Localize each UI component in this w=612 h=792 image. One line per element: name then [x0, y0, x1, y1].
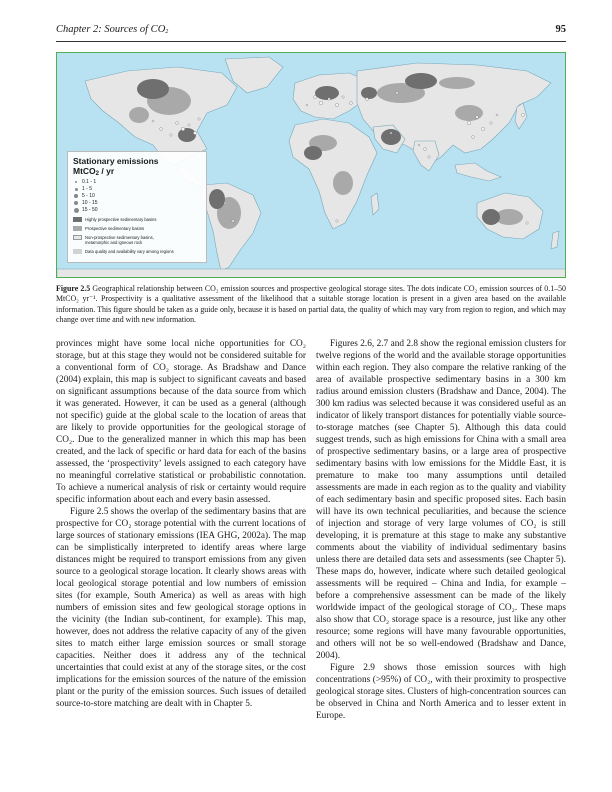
- right-column: [316, 338, 566, 723]
- emission-dot: [328, 98, 330, 100]
- emission-dot: [342, 96, 344, 98]
- figure-label: Figure 2.5: [56, 284, 91, 293]
- paragraph: provinces might have some local niche opportunities for CO₂ storage, but at this stage they would not be considered suitable for a conventional form of CO₂ storage. As Bradshaw and Dance (2004) explain, this map is subject to significant caveats and based on significant assumptions because of the data source from which it was generated. However, it can be used as a general (although not specific) guide at the global scale to the location of areas that are likely to provide opportunities for the geological storage of CO₂. Due to the generalized manner in which this map has been created, and the lack of specific or hard data for each of the basins assessed, the ‘prospectivity’ levels assigned to each category have no meaningful correlative statistical or probabilistic connotation. To achieve a numerical analysis of risk or certainty would require specific information about each and every basin assessed.: [56, 339, 306, 506]
- swatch-icon: [73, 226, 82, 231]
- basin: [455, 105, 483, 121]
- madagascar: [371, 193, 379, 215]
- emission-dot: [181, 127, 185, 131]
- emission-dot: [521, 113, 524, 116]
- basin: [129, 107, 149, 123]
- running-header: [56, 24, 566, 40]
- emission-dot: [396, 92, 398, 94]
- legend-emission-class: 10 - 15: [82, 200, 98, 206]
- emission-dot: [481, 127, 484, 130]
- emission-dot: [314, 96, 317, 99]
- map-legend: Stationary emissions MtCO$_2$ / yr 0.1 - 1 1 - 5 5 - 10 10 - 15 15 - 50 Highly prospective sedimentary basins Prospective sedimentary basins Non-prospective sedimentary basins, metamorphic and igneous rock Data quality and availability vary among regions: [67, 151, 207, 263]
- basin: [137, 79, 169, 99]
- emission-dot: [366, 98, 369, 101]
- emission-dot: [476, 116, 479, 119]
- figure-caption: [56, 284, 566, 325]
- world-map-figure: [56, 52, 566, 278]
- paragraph: Figures 2.6, 2.7 and 2.8 show the regional emission clusters for twelve regions of the world and the available storage opportunities within each region. They also compare the relative ranking of the area of available prospective sedimentary basins in a 300 km radius around emission clusters (Bradshaw and Dance, 2004). The 300 km radius was selected because it was considered useful as an indicator of likely transport distances for potentially viable source-to-storage matches (see Chapter 5). Although this data could suggest trends, such as high emissions for China with a small area of prospective sedimentary basins, or a large area of prospective sedimentary basins with low emissions for the Middle East, it is premature to make too many assumptions until detailed assessments are made in each region as to the quality and viability of each sedimentary basin and specific proposed sites. Each basin will have its own technical peculiarities, and because the science of injection and storage of very large volumes of CO₂ is still developing, it is premature at this stage to make any substantive comments about the viability of individual sedimentary basins unless there are detailed data sets and assessments (see Chapter 5). These maps do, however, indicate where such detailed geological assessments will be required – China and India, for example – before a comprehensive assessment can be made of the likely worldwide impact of the geological storage of CO₂. These maps also show that CO₂ storage space is a resource, just like any other resource; some regions will have many favourable opportunities, and others will not be so well-endowed (Bradshaw and Dance, 2004).: [316, 339, 566, 662]
- emission-dot: [152, 120, 154, 122]
- dot-icon: [74, 201, 78, 205]
- swatch-icon: [73, 249, 82, 254]
- paragraph: Figure 2.9 shows those emission sources with high concentrations (>95%) of CO₂, with their proximity to prospective geological storage sites. Clusters of high-concentration sources can be observed in China and North America and to lesser extent in Europe.: [316, 663, 566, 722]
- emission-dot: [428, 156, 430, 158]
- page-number: 95: [555, 24, 566, 35]
- dot-icon: [75, 181, 77, 183]
- emission-dot: [526, 222, 528, 224]
- emission-dot: [160, 128, 163, 131]
- basin: [361, 87, 377, 99]
- swatch-icon: [73, 235, 82, 240]
- emission-dot: [336, 220, 338, 222]
- emission-dot: [188, 124, 190, 126]
- emission-dot: [350, 102, 353, 105]
- swatch-icon: [73, 217, 82, 222]
- emission-dot: [224, 202, 226, 204]
- basin: [482, 209, 500, 225]
- emission-dot: [490, 122, 492, 124]
- emission-dot: [170, 134, 172, 136]
- emission-dot: [198, 118, 200, 120]
- emission-dot: [467, 121, 471, 125]
- header-rule: [56, 41, 566, 42]
- legend-title: Stationary emissions: [73, 156, 159, 166]
- emission-dot: [176, 122, 179, 125]
- emission-dot: [496, 114, 498, 116]
- emission-dot: [306, 104, 308, 106]
- emission-dot: [319, 101, 323, 105]
- dot-icon: [75, 188, 78, 191]
- basin: [439, 77, 475, 89]
- basin: [405, 73, 437, 89]
- paragraph: Figure 2.5 shows the overlap of the sedimentary basins that are prospective for CO₂ storage potential with the current locations of large sources of stationary emissions (IEA GHG, 2002a). The map can be simplistically interpreted to identify areas where large distances might be required to transport emissions from any given source to a geological storage location. It clearly shows areas with local geological storage potential and low numbers of emission sites (for example, South America) as well as areas with high numbers of emission sites and few geological storage options in the vicinity (the Indian sub-continent, for example). This map, however, does not address the relative capacity of any of the given sites to match either large emission sources or small storage capacities. Neither does it address any of the technical uncertainties that could exist at any of the storage sites, or the cost implications for the emission sources of the nature of the emission plant or the purity of the emission sources. Such issues of detailed source-to-store matching are dealt with in Chapter 5.: [56, 507, 306, 710]
- se-asia-islands: [455, 163, 501, 181]
- legend-emission-class: 5 - 10: [82, 193, 95, 199]
- emission-dot: [472, 136, 475, 139]
- dot-icon: [74, 208, 79, 213]
- emission-dot: [390, 132, 392, 134]
- basin: [333, 171, 353, 195]
- dot-icon: [74, 194, 78, 198]
- india: [413, 141, 439, 171]
- caption-text: Geographical relationship between CO₂ emission sources and prospective geological storage sites. The dots indicate CO₂ emission sources of 0.1–50 MtCO₂ yr⁻¹. Prospectivity is a qualitative assessment of the likelihood that a suitable storage location is present in a given area based on the available information. This figure should be taken as a guide only, because it is based on partial data, the quality of which may vary from region to region, and which may change over time and with new information.: [56, 284, 566, 324]
- japan: [515, 103, 527, 129]
- basin: [209, 189, 225, 209]
- basin: [178, 128, 196, 142]
- emission-dot: [232, 220, 234, 222]
- basin: [304, 146, 322, 160]
- legend-emission-class: 1 - 5: [82, 186, 92, 192]
- basin: [315, 86, 339, 100]
- basin: [381, 129, 401, 145]
- new-zealand: [551, 231, 559, 249]
- emission-dot: [193, 131, 196, 134]
- legend-emission-class: 15 - 50: [82, 207, 98, 213]
- emission-dot: [424, 148, 427, 151]
- left-column: [56, 338, 306, 710]
- legend-emission-class: 0.1 - 1: [82, 179, 96, 185]
- chapter-title: Chapter 2: Sources of $CO_2$: [56, 24, 169, 35]
- antarctica: [57, 269, 566, 278]
- legend-unit: MtCO$_2$ / yr: [73, 166, 115, 177]
- africa: [289, 119, 377, 229]
- emission-dot: [418, 144, 420, 146]
- emission-dot: [335, 103, 338, 106]
